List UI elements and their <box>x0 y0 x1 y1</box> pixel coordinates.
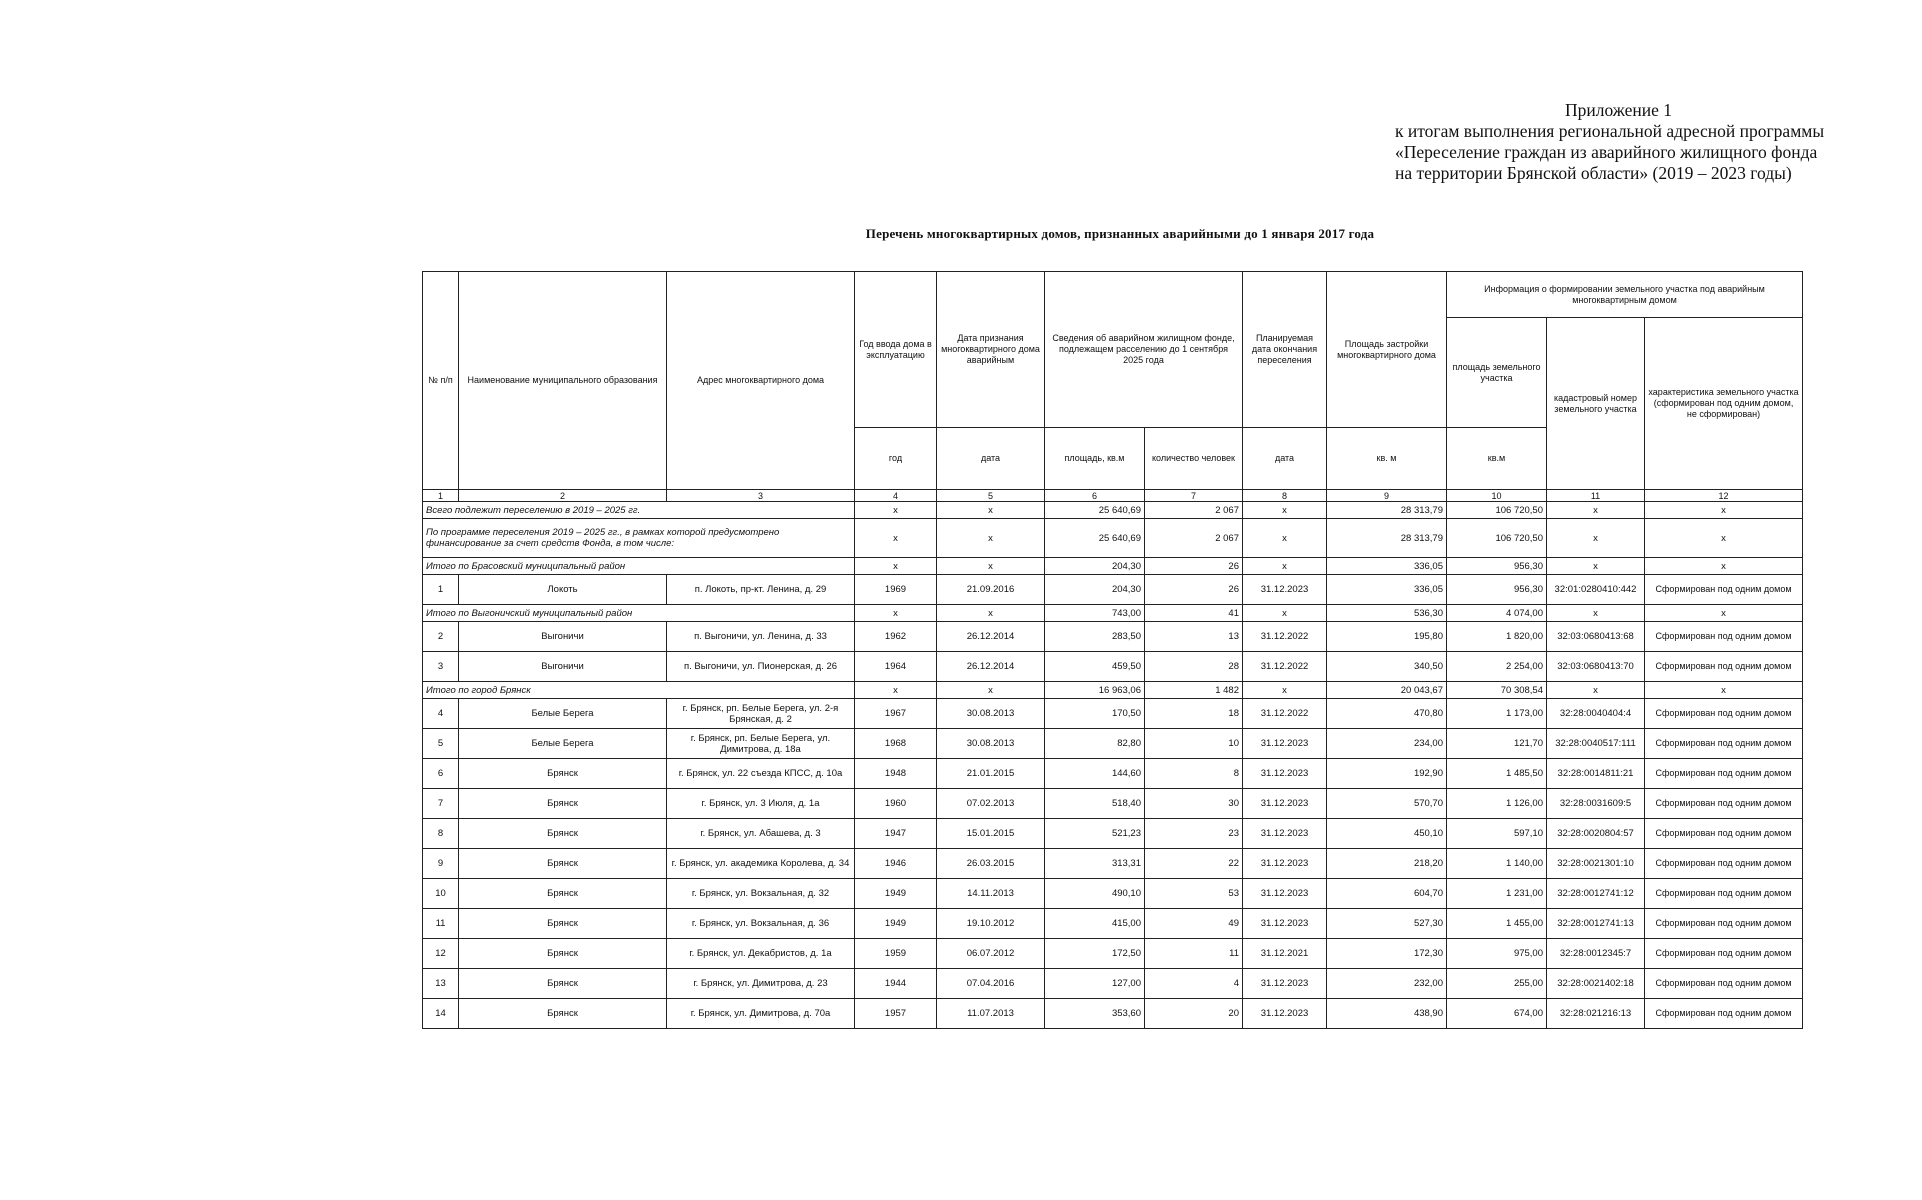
row-year: 1944 <box>855 969 937 999</box>
summary-label: По программе переселения 2019 – 2025 гг., в рамках которой предусмотрено финансирование за счет средств Фонда, в том числе: <box>423 519 855 558</box>
row-end-date: 31.12.2023 <box>1243 819 1327 849</box>
table-row <box>423 849 1803 879</box>
row-end-date: 31.12.2023 <box>1243 909 1327 939</box>
row-date: 26.12.2014 <box>937 622 1045 652</box>
row-date: 15.01.2015 <box>937 819 1045 849</box>
row-land-char: Сформирован под одним домом <box>1645 849 1803 879</box>
row-area: 144,60 <box>1045 759 1145 789</box>
housing-table <box>422 271 1803 1029</box>
row-year: 1968 <box>855 729 937 759</box>
summary-cell: x <box>1645 502 1803 519</box>
header-land-info: Информация о формировании земельного участка под аварийным многоквартирным домом <box>1447 272 1803 318</box>
row-address: п. Локоть, пр-кт. Ленина, д. 29 <box>667 575 855 605</box>
row-build-area: 336,05 <box>1327 575 1447 605</box>
row-land-area: 1 231,00 <box>1447 879 1547 909</box>
row-address: п. Выгоничи, ул. Пионерская, д. 26 <box>667 652 855 682</box>
row-land-char: Сформирован под одним домом <box>1645 759 1803 789</box>
row-area: 490,10 <box>1045 879 1145 909</box>
row-build-area: 527,30 <box>1327 909 1447 939</box>
row-people: 18 <box>1145 699 1243 729</box>
table-row <box>423 909 1803 939</box>
summary-cell: x <box>937 682 1045 699</box>
row-municipality: Выгоничи <box>459 652 667 682</box>
row-people: 22 <box>1145 849 1243 879</box>
row-end-date: 31.12.2023 <box>1243 849 1327 879</box>
column-numbers-row <box>423 490 1803 502</box>
row-people: 8 <box>1145 759 1243 789</box>
row-area: 82,80 <box>1045 729 1145 759</box>
unit-kv-m: кв. м <box>1327 428 1447 490</box>
row-people: 28 <box>1145 652 1243 682</box>
row-end-date: 31.12.2023 <box>1243 879 1327 909</box>
summary-cell: x <box>1243 502 1327 519</box>
header-cadastral: кадастровый номер земельного участка <box>1547 318 1645 490</box>
row-build-area: 438,90 <box>1327 999 1447 1029</box>
summary-people: 26 <box>1145 558 1243 575</box>
row-build-area: 470,80 <box>1327 699 1447 729</box>
summary-label: Итого по город Брянск <box>423 682 855 699</box>
unit-date: дата <box>937 428 1045 490</box>
table-row <box>423 759 1803 789</box>
row-land-char: Сформирован под одним домом <box>1645 652 1803 682</box>
summary-row <box>423 502 1803 519</box>
summary-cell: x <box>1547 605 1645 622</box>
row-municipality: Брянск <box>459 759 667 789</box>
row-land-area: 1 485,50 <box>1447 759 1547 789</box>
row-end-date: 31.12.2023 <box>1243 575 1327 605</box>
row-number: 2 <box>423 622 459 652</box>
summary-cell: x <box>1547 519 1645 558</box>
summary-cell: x <box>1243 519 1327 558</box>
row-municipality: Брянск <box>459 849 667 879</box>
row-people: 4 <box>1145 969 1243 999</box>
summary-row <box>423 682 1803 699</box>
unit-area: площадь, кв.м <box>1045 428 1145 490</box>
appendix-block <box>1395 100 1875 184</box>
row-end-date: 31.12.2023 <box>1243 789 1327 819</box>
row-cadastral: 32:28:0031609:5 <box>1547 789 1645 819</box>
row-land-area: 956,30 <box>1447 575 1547 605</box>
summary-land-area: 4 074,00 <box>1447 605 1547 622</box>
row-date: 21.09.2016 <box>937 575 1045 605</box>
row-number: 9 <box>423 849 459 879</box>
summary-build-area: 336,05 <box>1327 558 1447 575</box>
summary-land-area: 70 308,54 <box>1447 682 1547 699</box>
row-land-char: Сформирован под одним домом <box>1645 939 1803 969</box>
row-address: г. Брянск, ул. Абашева, д. 3 <box>667 819 855 849</box>
table-row <box>423 969 1803 999</box>
row-build-area: 192,90 <box>1327 759 1447 789</box>
row-year: 1969 <box>855 575 937 605</box>
summary-row <box>423 519 1803 558</box>
row-build-area: 232,00 <box>1327 969 1447 999</box>
row-cadastral: 32:28:0040404:4 <box>1547 699 1645 729</box>
summary-people: 2 067 <box>1145 502 1243 519</box>
row-municipality: Брянск <box>459 939 667 969</box>
row-address: г. Брянск, ул. Димитрова, д. 23 <box>667 969 855 999</box>
row-cadastral: 32:28:0021402:18 <box>1547 969 1645 999</box>
row-number: 3 <box>423 652 459 682</box>
summary-cell: x <box>937 605 1045 622</box>
row-municipality: Брянск <box>459 879 667 909</box>
row-cadastral: 32:01:0280410:442 <box>1547 575 1645 605</box>
row-land-area: 121,70 <box>1447 729 1547 759</box>
row-number: 10 <box>423 879 459 909</box>
row-end-date: 31.12.2023 <box>1243 759 1327 789</box>
summary-area: 16 963,06 <box>1045 682 1145 699</box>
row-land-char: Сформирован под одним домом <box>1645 622 1803 652</box>
table-row <box>423 652 1803 682</box>
row-address: г. Брянск, рп. Белые Берега, ул. Димитрова, д. 18а <box>667 729 855 759</box>
row-people: 10 <box>1145 729 1243 759</box>
col-number: 12 <box>1645 490 1803 502</box>
row-land-area: 674,00 <box>1447 999 1547 1029</box>
row-land-char: Сформирован под одним домом <box>1645 879 1803 909</box>
row-build-area: 195,80 <box>1327 622 1447 652</box>
summary-land-area: 106 720,50 <box>1447 519 1547 558</box>
row-area: 313,31 <box>1045 849 1145 879</box>
row-people: 26 <box>1145 575 1243 605</box>
row-date: 11.07.2013 <box>937 999 1045 1029</box>
summary-build-area: 28 313,79 <box>1327 502 1447 519</box>
summary-area: 743,00 <box>1045 605 1145 622</box>
header-housing-info: Сведения об аварийном жилищном фонде, подлежащем расселению до 1 сентября 2025 года <box>1045 272 1243 428</box>
row-land-area: 1 126,00 <box>1447 789 1547 819</box>
summary-cell: x <box>855 605 937 622</box>
header-land-char: характеристика земельного участка (сформирован под одним домом, не сформирован) <box>1645 318 1803 490</box>
row-people: 23 <box>1145 819 1243 849</box>
row-people: 30 <box>1145 789 1243 819</box>
row-cadastral: 32:03:0680413:70 <box>1547 652 1645 682</box>
summary-cell: x <box>1243 682 1327 699</box>
summary-row <box>423 605 1803 622</box>
col-number: 3 <box>667 490 855 502</box>
row-cadastral: 32:28:0021301:10 <box>1547 849 1645 879</box>
summary-cell: x <box>1243 558 1327 575</box>
row-land-area: 975,00 <box>1447 939 1547 969</box>
row-address: г. Брянск, ул. 22 съезда КПСС, д. 10а <box>667 759 855 789</box>
row-land-area: 1 455,00 <box>1447 909 1547 939</box>
row-people: 53 <box>1145 879 1243 909</box>
unit-date2: дата <box>1243 428 1327 490</box>
row-cadastral: 32:28:021216:13 <box>1547 999 1645 1029</box>
header-land-area: площадь земельного участка <box>1447 318 1547 428</box>
table-row <box>423 879 1803 909</box>
row-date: 06.07.2012 <box>937 939 1045 969</box>
row-year: 1962 <box>855 622 937 652</box>
header-year-built: Год ввода дома в эксплуатацию <box>855 272 937 428</box>
row-cadastral: 32:28:0014811:21 <box>1547 759 1645 789</box>
col-number: 4 <box>855 490 937 502</box>
row-municipality: Локоть <box>459 575 667 605</box>
row-municipality: Белые Берега <box>459 729 667 759</box>
row-end-date: 31.12.2023 <box>1243 729 1327 759</box>
row-land-char: Сформирован под одним домом <box>1645 819 1803 849</box>
summary-people: 2 067 <box>1145 519 1243 558</box>
row-date: 14.11.2013 <box>937 879 1045 909</box>
row-municipality: Брянск <box>459 789 667 819</box>
col-number: 2 <box>459 490 667 502</box>
summary-build-area: 20 043,67 <box>1327 682 1447 699</box>
appendix-line: на территории Брянской области» (2019 – 2023 годы) <box>1395 163 1792 183</box>
row-cadastral: 32:03:0680413:68 <box>1547 622 1645 652</box>
appendix-title: Приложение 1 <box>1565 100 1673 120</box>
row-number: 6 <box>423 759 459 789</box>
col-number: 6 <box>1045 490 1145 502</box>
summary-cell: x <box>855 682 937 699</box>
table-row <box>423 729 1803 759</box>
header-num: № п/п <box>423 272 459 490</box>
row-land-char: Сформирован под одним домом <box>1645 969 1803 999</box>
row-date: 07.02.2013 <box>937 789 1045 819</box>
row-people: 11 <box>1145 939 1243 969</box>
row-address: г. Брянск, ул. Вокзальная, д. 36 <box>667 909 855 939</box>
row-area: 518,40 <box>1045 789 1145 819</box>
summary-cell: x <box>1645 558 1803 575</box>
summary-cell: x <box>1645 605 1803 622</box>
row-land-char: Сформирован под одним домом <box>1645 789 1803 819</box>
col-number: 8 <box>1243 490 1327 502</box>
table-row <box>423 575 1803 605</box>
header-planned-end: Планируемая дата окончания переселения <box>1243 272 1327 428</box>
col-number: 7 <box>1145 490 1243 502</box>
row-land-char: Сформирован под одним домом <box>1645 729 1803 759</box>
summary-cell: x <box>855 519 937 558</box>
row-cadastral: 32:28:0012741:13 <box>1547 909 1645 939</box>
row-municipality: Брянск <box>459 999 667 1029</box>
summary-cell: x <box>1547 502 1645 519</box>
row-build-area: 172,30 <box>1327 939 1447 969</box>
row-municipality: Белые Берега <box>459 699 667 729</box>
summary-label: Итого по Выгоничский муниципальный район <box>423 605 855 622</box>
unit-kv-m2: кв.м <box>1447 428 1547 490</box>
row-land-char: Сформирован под одним домом <box>1645 575 1803 605</box>
row-end-date: 31.12.2022 <box>1243 652 1327 682</box>
row-address: г. Брянск, ул. Димитрова, д. 70а <box>667 999 855 1029</box>
summary-build-area: 28 313,79 <box>1327 519 1447 558</box>
header-address: Адрес многоквартирного дома <box>667 272 855 490</box>
row-date: 21.01.2015 <box>937 759 1045 789</box>
row-date: 19.10.2012 <box>937 909 1045 939</box>
row-end-date: 31.12.2022 <box>1243 622 1327 652</box>
row-number: 12 <box>423 939 459 969</box>
row-year: 1947 <box>855 819 937 849</box>
row-land-char: Сформирован под одним домом <box>1645 999 1803 1029</box>
row-number: 4 <box>423 699 459 729</box>
row-people: 49 <box>1145 909 1243 939</box>
row-address: г. Брянск, рп. Белые Берега, ул. 2-я Брянская, д. 2 <box>667 699 855 729</box>
col-number: 1 <box>423 490 459 502</box>
row-end-date: 31.12.2023 <box>1243 969 1327 999</box>
row-year: 1948 <box>855 759 937 789</box>
row-address: п. Выгоничи, ул. Ленина, д. 33 <box>667 622 855 652</box>
table-row <box>423 622 1803 652</box>
summary-cell: x <box>855 558 937 575</box>
table-row <box>423 819 1803 849</box>
row-address: г. Брянск, ул. Вокзальная, д. 32 <box>667 879 855 909</box>
row-number: 5 <box>423 729 459 759</box>
row-year: 1957 <box>855 999 937 1029</box>
col-number: 10 <box>1447 490 1547 502</box>
row-number: 13 <box>423 969 459 999</box>
row-people: 20 <box>1145 999 1243 1029</box>
row-cadastral: 32:28:0012741:12 <box>1547 879 1645 909</box>
summary-area: 25 640,69 <box>1045 502 1145 519</box>
summary-cell: x <box>937 502 1045 519</box>
summary-cell: x <box>1645 682 1803 699</box>
row-number: 7 <box>423 789 459 819</box>
row-land-area: 597,10 <box>1447 819 1547 849</box>
summary-cell: x <box>937 558 1045 575</box>
row-municipality: Брянск <box>459 969 667 999</box>
summary-label: Итого по Брасовский муниципальный район <box>423 558 855 575</box>
row-area: 204,30 <box>1045 575 1145 605</box>
row-date: 26.03.2015 <box>937 849 1045 879</box>
row-area: 127,00 <box>1045 969 1145 999</box>
row-land-char: Сформирован под одним домом <box>1645 699 1803 729</box>
row-municipality: Брянск <box>459 909 667 939</box>
row-area: 172,50 <box>1045 939 1145 969</box>
summary-people: 41 <box>1145 605 1243 622</box>
unit-people: количество человек <box>1145 428 1243 490</box>
table-row <box>423 789 1803 819</box>
row-build-area: 234,00 <box>1327 729 1447 759</box>
summary-row <box>423 558 1803 575</box>
table-row <box>423 939 1803 969</box>
row-date: 07.04.2016 <box>937 969 1045 999</box>
summary-area: 25 640,69 <box>1045 519 1145 558</box>
summary-cell: x <box>1645 519 1803 558</box>
summary-cell: x <box>855 502 937 519</box>
row-build-area: 570,70 <box>1327 789 1447 819</box>
row-number: 11 <box>423 909 459 939</box>
row-number: 1 <box>423 575 459 605</box>
row-cadastral: 32:28:0012345:7 <box>1547 939 1645 969</box>
row-area: 459,50 <box>1045 652 1145 682</box>
summary-cell: x <box>937 519 1045 558</box>
row-end-date: 31.12.2022 <box>1243 699 1327 729</box>
row-end-date: 31.12.2021 <box>1243 939 1327 969</box>
row-date: 26.12.2014 <box>937 652 1045 682</box>
row-year: 1959 <box>855 939 937 969</box>
row-build-area: 450,10 <box>1327 819 1447 849</box>
row-date: 30.08.2013 <box>937 729 1045 759</box>
row-number: 8 <box>423 819 459 849</box>
row-land-area: 1 173,00 <box>1447 699 1547 729</box>
header-build-area: Площадь застройки многоквартирного дома <box>1327 272 1447 428</box>
header-municipality: Наименование муниципального образования <box>459 272 667 490</box>
row-cadastral: 32:28:0040517:111 <box>1547 729 1645 759</box>
row-area: 170,50 <box>1045 699 1145 729</box>
row-year: 1949 <box>855 879 937 909</box>
summary-label: Всего подлежит переселению в 2019 – 2025 гг. <box>423 502 855 519</box>
summary-area: 204,30 <box>1045 558 1145 575</box>
row-address: г. Брянск, ул. 3 Июля, д. 1а <box>667 789 855 819</box>
col-number: 9 <box>1327 490 1447 502</box>
table-row <box>423 699 1803 729</box>
row-area: 415,00 <box>1045 909 1145 939</box>
row-number: 14 <box>423 999 459 1029</box>
row-municipality: Брянск <box>459 819 667 849</box>
row-year: 1960 <box>855 789 937 819</box>
row-area: 521,23 <box>1045 819 1145 849</box>
appendix-line: к итогам выполнения региональной адресной программы <box>1395 121 1825 141</box>
row-area: 353,60 <box>1045 999 1145 1029</box>
row-year: 1949 <box>855 909 937 939</box>
row-address: г. Брянск, ул. Декабристов, д. 1а <box>667 939 855 969</box>
summary-land-area: 106 720,50 <box>1447 502 1547 519</box>
row-people: 13 <box>1145 622 1243 652</box>
row-end-date: 31.12.2023 <box>1243 999 1327 1029</box>
table-container <box>422 271 1802 1029</box>
row-address: г. Брянск, ул. академика Королева, д. 34 <box>667 849 855 879</box>
row-build-area: 340,50 <box>1327 652 1447 682</box>
row-land-area: 2 254,00 <box>1447 652 1547 682</box>
summary-people: 1 482 <box>1145 682 1243 699</box>
appendix-line: «Переселение граждан из аварийного жилищного фонда <box>1395 142 1818 162</box>
col-number: 5 <box>937 490 1045 502</box>
unit-year: год <box>855 428 937 490</box>
row-year: 1946 <box>855 849 937 879</box>
row-date: 30.08.2013 <box>937 699 1045 729</box>
summary-cell: x <box>1243 605 1327 622</box>
row-year: 1964 <box>855 652 937 682</box>
row-land-area: 1 820,00 <box>1447 622 1547 652</box>
summary-land-area: 956,30 <box>1447 558 1547 575</box>
col-number: 11 <box>1547 490 1645 502</box>
row-cadastral: 32:28:0020804:57 <box>1547 819 1645 849</box>
table-row <box>423 999 1803 1029</box>
summary-cell: x <box>1547 558 1645 575</box>
summary-cell: x <box>1547 682 1645 699</box>
document-title: Перечень многоквартирных домов, признанных аварийными до 1 января 2017 года <box>865 226 1375 241</box>
header-emergency-date: Дата признания многоквартирного дома аварийным <box>937 272 1045 428</box>
row-land-area: 255,00 <box>1447 969 1547 999</box>
row-year: 1967 <box>855 699 937 729</box>
summary-build-area: 536,30 <box>1327 605 1447 622</box>
row-build-area: 604,70 <box>1327 879 1447 909</box>
row-municipality: Выгоничи <box>459 622 667 652</box>
row-area: 283,50 <box>1045 622 1145 652</box>
row-land-char: Сформирован под одним домом <box>1645 909 1803 939</box>
row-build-area: 218,20 <box>1327 849 1447 879</box>
table-body <box>423 502 1803 1029</box>
row-land-area: 1 140,00 <box>1447 849 1547 879</box>
